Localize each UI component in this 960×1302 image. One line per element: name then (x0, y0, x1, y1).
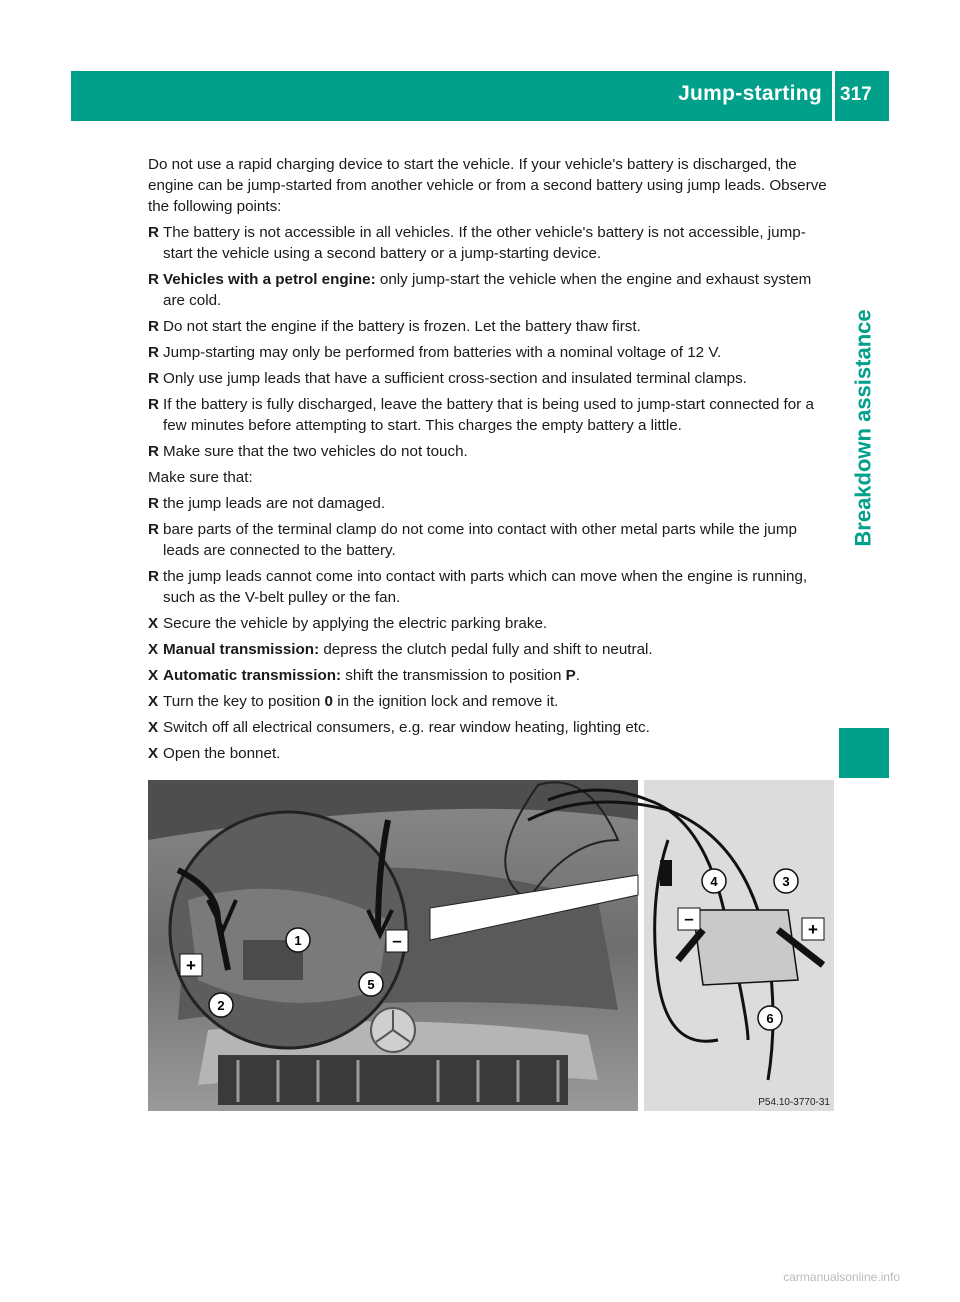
bullet-marker: R (148, 521, 159, 538)
bullet-marker: R (148, 568, 159, 585)
callout-3 (774, 869, 798, 893)
svg-text:5: 5 (367, 977, 375, 992)
bullet-marker: R (148, 396, 159, 413)
svg-text:6: 6 (766, 1011, 774, 1026)
step-item: X Switch off all electrical consumers, e.g. rear window heating, lighting etc. (148, 719, 650, 736)
svg-text:1: 1 (294, 933, 302, 948)
minus-label-right (678, 908, 700, 930)
callout-5 (359, 972, 383, 996)
list-item: R Vehicles with a petrol engine: only jump-start the vehicle when the engine and exhaust system are cold. (148, 271, 812, 309)
svg-text:4: 4 (710, 874, 718, 889)
step-marker: X (148, 693, 159, 710)
step-marker: X (148, 667, 159, 684)
svg-text:2: 2 (217, 998, 225, 1013)
svg-text:+: + (186, 956, 196, 975)
step-marker: X (148, 719, 159, 736)
step-marker: X (148, 641, 159, 658)
main-content (148, 154, 834, 769)
list-item: R Only use jump leads that have a sufficient cross-section and insulated terminal clamps. (148, 370, 747, 387)
step-marker: X (148, 745, 159, 762)
list-item: R If the battery is fully discharged, leave the battery that is being used to jump-start connected for a few minutes before attempting to start. This charges the empty battery a little. (148, 396, 814, 434)
bullet-marker: R (148, 224, 159, 241)
step-item: X Secure the vehicle by applying the electric parking brake. (148, 615, 548, 632)
figure-code: P54.10-3770-31 (758, 1097, 830, 1108)
step-marker: X (148, 615, 159, 632)
make-sure-label: Make sure that: (148, 469, 253, 486)
list-item: R bare parts of the terminal clamp do not come into contact with other metal parts while the jump leads are connected to the battery. (148, 521, 797, 559)
header-divider (832, 71, 835, 121)
callout-6 (758, 1006, 782, 1030)
callout-2 (209, 993, 233, 1017)
callout-1 (286, 928, 310, 952)
step-item: X Manual transmission: depress the clutch pedal fully and shift to neutral. (148, 641, 653, 658)
section-tab-label: Breakdown assistance (851, 309, 877, 547)
section-marker (839, 728, 889, 778)
svg-text:–: – (392, 931, 402, 950)
step-item: X Turn the key to position 0 in the ignition lock and remove it. (148, 693, 559, 710)
list-item: R Do not start the engine if the battery is frozen. Let the battery thaw first. (148, 318, 641, 335)
jump-start-illustration (148, 780, 834, 1111)
list-item: R the jump leads are not damaged. (148, 495, 386, 512)
page-number: 317 (840, 84, 872, 105)
list-item: R The battery is not accessible in all vehicles. If the other vehicle's battery is not accessible, jump-start the vehicle using a second battery or a jump-starting device. (148, 224, 806, 262)
callout-4 (702, 869, 726, 893)
list-item: R the jump leads cannot come into contact with parts which can move when the engine is running, such as the V-belt pulley or the fan. (148, 568, 808, 606)
svg-text:+: + (808, 920, 818, 939)
header-title: Jump-starting (678, 82, 822, 105)
plus-label-left (180, 954, 202, 976)
svg-text:–: – (684, 909, 694, 928)
bullet-marker: R (148, 443, 159, 460)
watermark: carmanualsonline.info (783, 1270, 900, 1284)
bullet-marker: R (148, 344, 159, 361)
svg-text:3: 3 (782, 874, 790, 889)
step-item: X Automatic transmission: shift the transmission to position P. (148, 667, 580, 684)
bullet-marker: R (148, 318, 159, 335)
step-item: X Open the bonnet. (148, 745, 281, 762)
bullet-marker: R (148, 495, 159, 512)
bullet-marker: R (148, 271, 159, 288)
section-tab (839, 138, 889, 718)
minus-label-left (386, 930, 408, 952)
list-item: R Jump-starting may only be performed from batteries with a nominal voltage of 12 V. (148, 344, 722, 361)
plus-label-right (802, 918, 824, 940)
list-item: R Make sure that the two vehicles do not touch. (148, 443, 468, 460)
bullet-marker: R (148, 370, 159, 387)
intro-paragraph: Do not use a rapid charging device to start the vehicle. If your vehicle's battery is discharged, the engine can be jump-started from another vehicle or from a second battery using jump leads. Observe the following points: (148, 156, 827, 215)
